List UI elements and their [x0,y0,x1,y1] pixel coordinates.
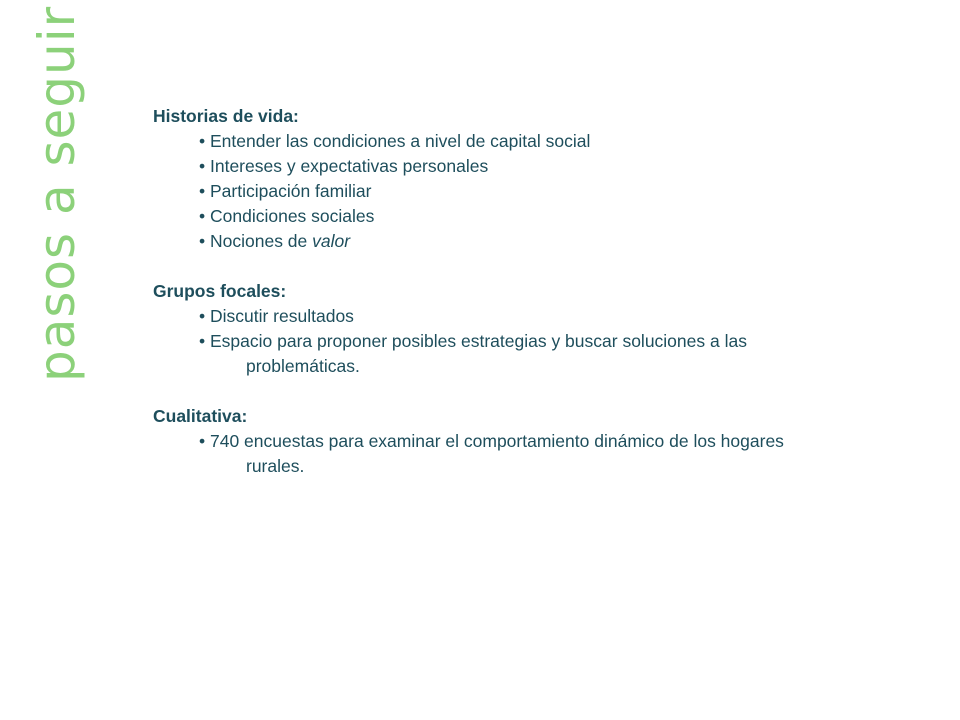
section-historias-de-vida [153,104,943,254]
bullet-list [153,304,943,379]
section-grupos-focales [153,279,943,379]
list-item: • 740 encuestas para examinar el comportamiento dinámico de los hogares [199,431,784,451]
list-item-continuation: problemáticas. [246,356,360,376]
emphasized-word: valor [312,231,351,251]
section-heading: Historias de vida: [153,106,299,126]
list-item: • Entender las condiciones a nivel de capital social [199,131,591,151]
section-heading: Cualitativa: [153,406,248,426]
list-item-text: • Nociones de [199,231,313,251]
list-item-continuation: rurales. [246,456,305,476]
list-item [153,229,943,254]
list-item: • Discutir resultados [199,306,354,326]
list-item: • Participación familiar [199,181,372,201]
list-item: • Condiciones sociales [199,206,375,226]
section-heading: Grupos focales: [153,281,287,301]
slide-title: pasos a seguir [28,5,86,382]
bullet-list [153,129,943,254]
slide-body [153,104,943,504]
bullet-list [153,429,943,479]
list-item: • Intereses y expectativas personales [199,156,489,176]
list-item: • Espacio para proponer posibles estrategias y buscar soluciones a las [199,331,747,351]
section-cualitativa [153,404,943,479]
